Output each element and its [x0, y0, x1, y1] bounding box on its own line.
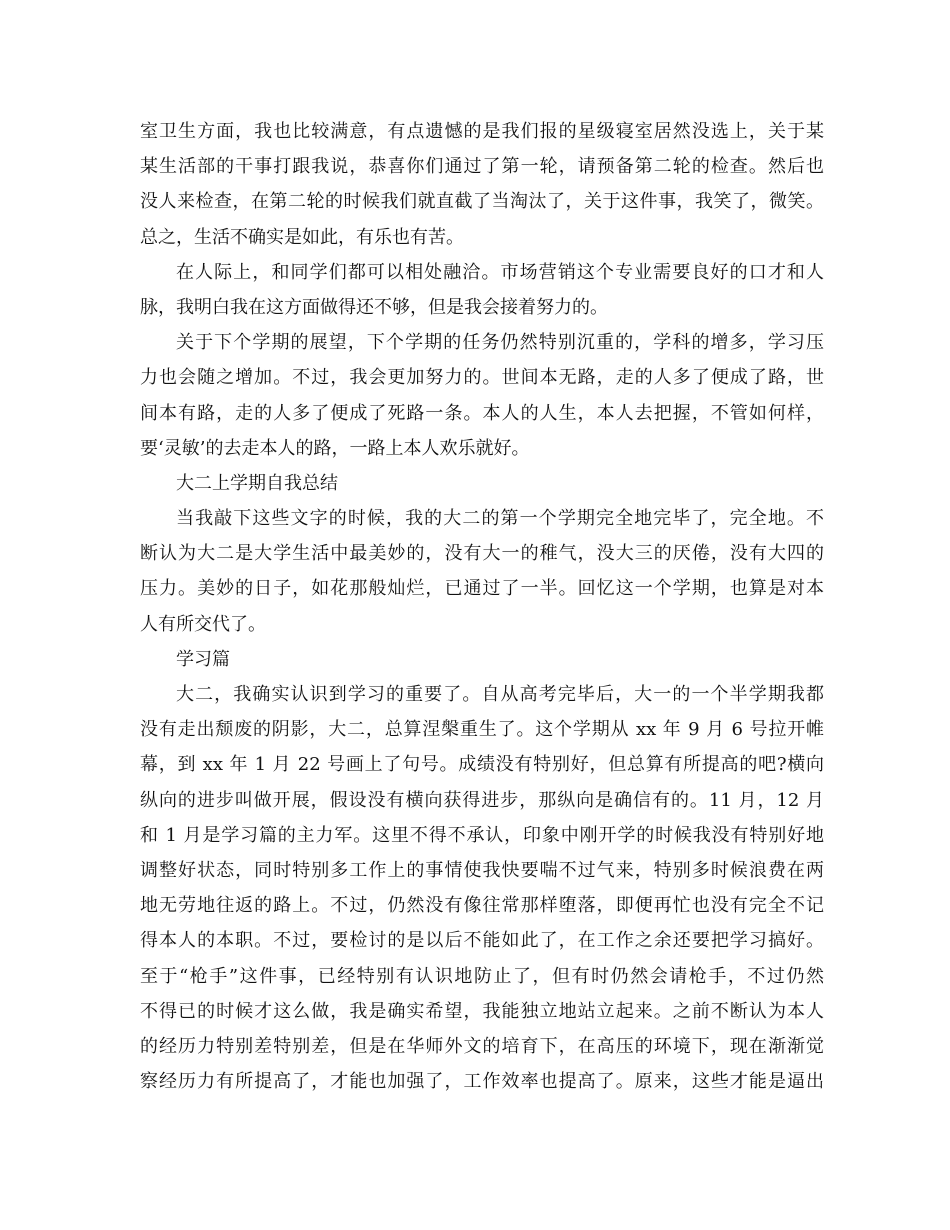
text-line: 至于“枪手”这件事，已经特别有认识地防止了，但有时仍然会请枪手，不过仍然 — [140, 965, 824, 987]
text-line: 大二，我确实认识到学习的重要了。自从高考完毕后，大一的一个半学期我都 — [176, 684, 824, 705]
text-line: 当我敲下这些文字的时候，我的大二的第一个学期完全地完毕了，完全地。不 — [176, 508, 824, 530]
text-line: 察经历力有所提高了，才能也加强了，工作效率也提高了。原来，这些才能是逼出 — [140, 1071, 824, 1093]
text-line: 要‘灵敏’的去走本人的路，一路上本人欢乐就好。 — [140, 437, 530, 459]
text-line: 在人际上，和同学们都可以相处融洽。市场营销这个专业需要良好的口才和人 — [176, 261, 824, 283]
text-line: 室卫生方面，我也比较满意，有点遗憾的是我们报的星级寝室居然没选上，关于某 — [140, 121, 824, 142]
text-line: 大二上学期自我总结 — [176, 472, 338, 494]
text-line: 不得已的时候才这么做，我是确实希望，我能独立地站立起来。之前不断认为本人 — [140, 1000, 824, 1022]
text-line: 人有所交代了。 — [140, 613, 266, 635]
text-line: 地无劳地往返的路上。不过，仍然没有像往常那样堕落，即便再忙也没有完全不记 — [140, 895, 824, 917]
text-line: 纵向的进步叫做开展，假设没有横向获得进步，那纵向是确信有的。11 月，12 月 — [140, 789, 824, 811]
document-body — [140, 114, 824, 1099]
text-line: 总之，生活不确实是如此，有乐也有苦。 — [140, 226, 464, 248]
text-line: 关于下个学期的展望，下个学期的任务仍然特别沉重的，学科的增多，学习压 — [176, 332, 824, 354]
text-line: 得本人的本职。不过，要检讨的是以后不能如此了，在工作之余还要把学习搞好。 — [140, 930, 824, 952]
text-line: 没有走出颓废的阴影，大二，总算涅槃重生了。这个学期从 xx 年 9 月 6 号拉开帷 — [140, 719, 824, 741]
text-line: 幕，到 xx 年 1 月 22 号画上了句号。成绩没有特别好，但总算有所提高的吧?横向 — [140, 754, 824, 776]
text-line: 的经历力特别差特别差，但是在华师外文的培育下，在高压的环境下，现在渐渐觉 — [140, 1035, 824, 1057]
text-line: 没人来检查，在第二轮的时候我们就直截了当淘汰了，关于这件事，我笑了，微笑。 — [140, 191, 824, 213]
text-line: 间本有路，走的人多了便成了死路一条。本人的人生，本人去把握，不管如何样， — [140, 402, 824, 424]
text-line: 调整好状态，同时特别多工作上的事情使我快要喘不过气来，特别多时候浪费在两 — [140, 859, 824, 881]
text-line: 压力。美妙的日子，如花那般灿烂，已通过了一半。回忆这一个学期，也算是对本 — [140, 578, 824, 600]
text-line: 断认为大二是大学生活中最美妙的，没有大一的稚气，没大三的厌倦，没有大四的 — [140, 543, 824, 565]
text-line: 某生活部的干事打跟我说，恭喜你们通过了第一轮，请预备第二轮的检查。然后也 — [140, 156, 824, 178]
text-line: 学习篇 — [176, 648, 230, 670]
text-line: 脉，我明白我在这方面做得还不够，但是我会接着努力的。 — [140, 296, 608, 318]
text-line: 和 1 月是学习篇的主力军。这里不得不承认，印象中刚开学的时候我没有特别好地 — [140, 824, 824, 846]
text-line: 力也会随之增加。不过，我会更加努力的。世间本无路，走的人多了便成了路，世 — [140, 367, 824, 389]
